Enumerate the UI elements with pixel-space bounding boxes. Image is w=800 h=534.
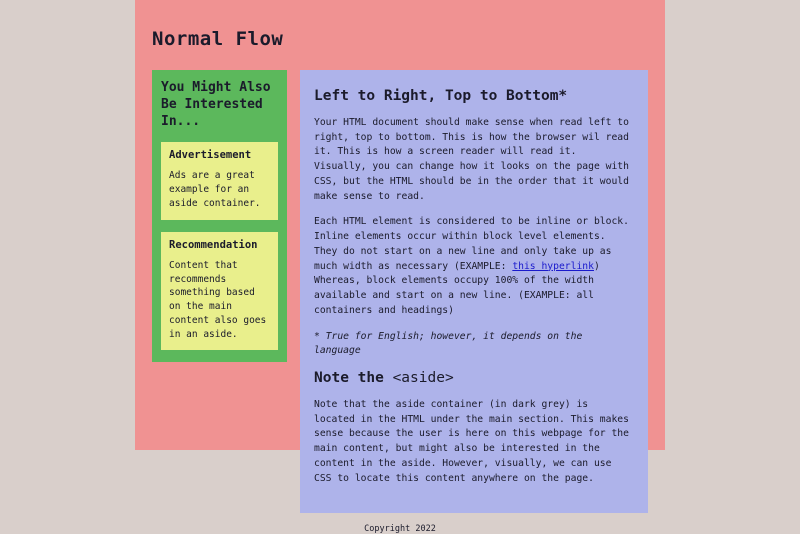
main-content	[300, 70, 648, 513]
main-paragraph-2-part2: ) Whereas, block elements occupy 100% of the width available and start on a new line. (EXAMPLE: all containers and headings)	[314, 260, 600, 316]
example-hyperlink[interactable]: this hyperlink	[512, 260, 594, 272]
main-paragraph-1: Your HTML document should make sense when read left to right, top to bottom. This is how the browser wil read it. This is how a screen reader will read it. Visually, you can change how it looks on the page with CSS, but the HTML should be in the order that it would make sense to read.	[314, 117, 629, 202]
footer-copyright: Copyright 2022	[364, 524, 436, 534]
recommendation-body: Content that recommends something based on the main content also goes in an aside.	[169, 259, 267, 340]
advertisement-heading: Advertisement	[169, 149, 252, 162]
content-columns	[152, 70, 648, 513]
main-paragraph-2	[314, 215, 634, 318]
main-paragraph-3: Note that the aside container (in dark grey) is located in the HTML under the main section. This makes sense because the user is here on this webpage for the main content, but might also be interested in the content in the aside. However, visually, we can use CSS to locate this content anywhere on the page.	[314, 399, 629, 484]
page-title: Normal Flow	[152, 28, 284, 50]
page-container	[135, 0, 665, 534]
aside-note-heading	[314, 370, 634, 386]
main-paragraph-2-part1: Each HTML element is considered to be inline or block. Inline elements occur within block level elements. They do not start on a new line and only take up as much width as necessary (EXAMPLE:	[314, 216, 629, 272]
aside-box-recommendation	[161, 232, 278, 351]
aside-heading: You Might Also Be Interested In...	[161, 80, 271, 130]
aside-note-heading-text: Note the	[314, 370, 393, 387]
aside-note-heading-code: <aside>	[392, 370, 454, 387]
recommendation-heading: Recommendation	[169, 238, 258, 251]
aside-box-advertisement	[161, 142, 278, 219]
main-heading: Left to Right, Top to Bottom*	[314, 88, 568, 104]
advertisement-body: Ads are a great example for an aside container.	[169, 170, 261, 209]
language-footnote: * True for English; however, it depends on the language	[314, 330, 583, 357]
aside-sidebar	[152, 70, 287, 362]
